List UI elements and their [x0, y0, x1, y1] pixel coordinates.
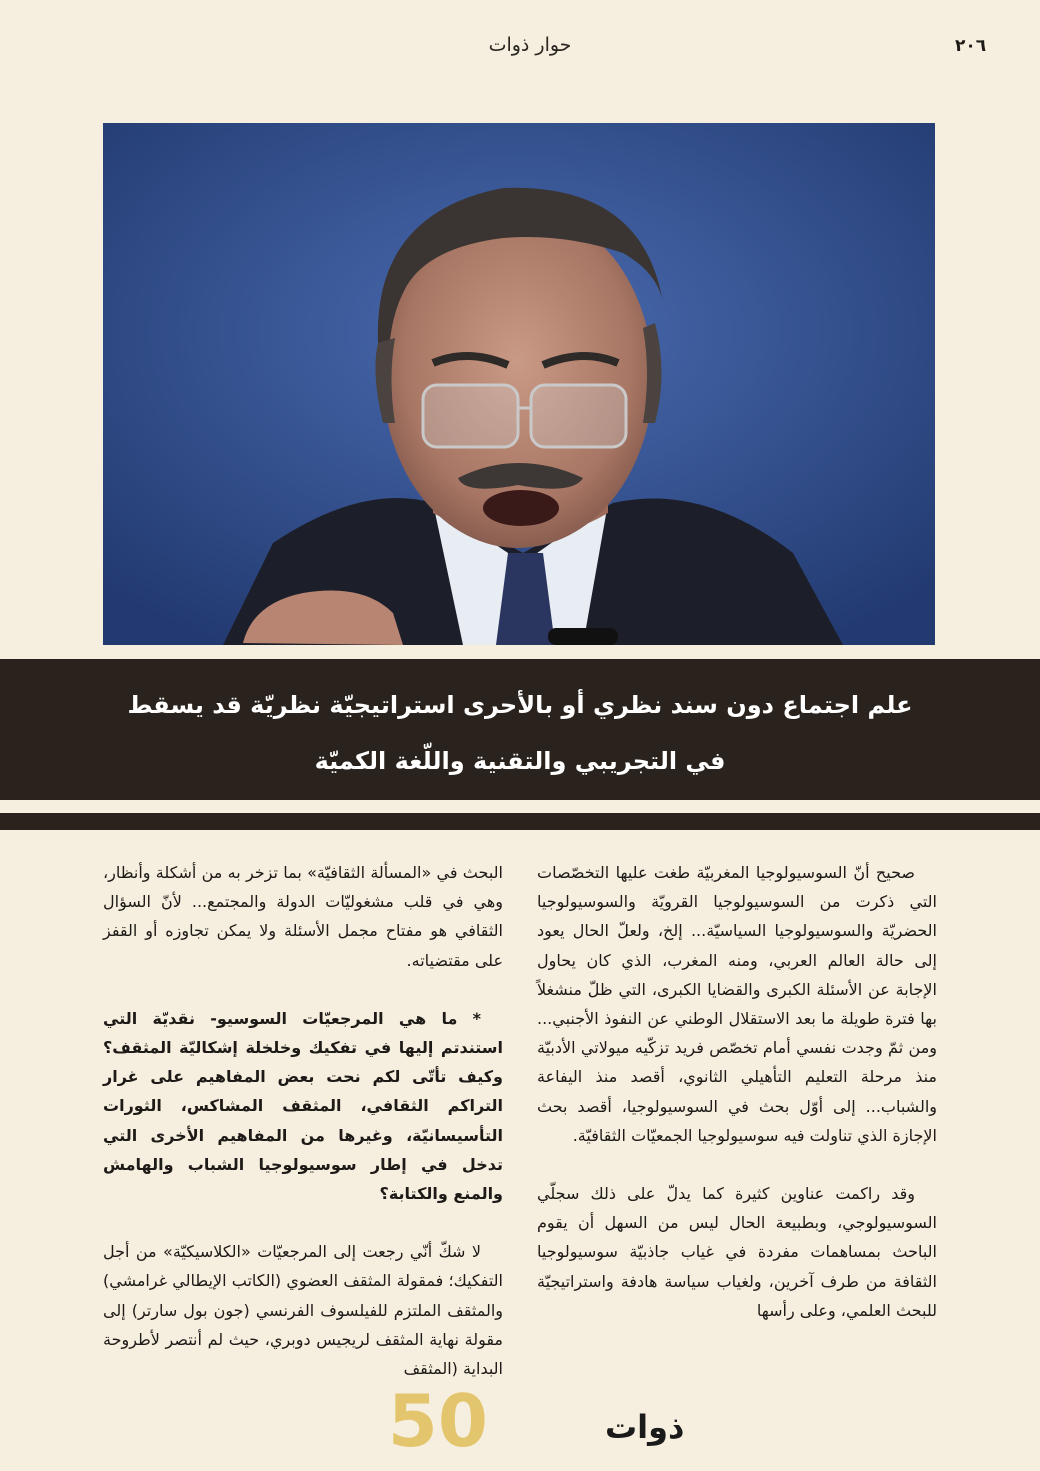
left-text-column: [103, 858, 503, 1383]
banner-stripe: [0, 800, 1040, 813]
portrait-photo: [103, 123, 935, 645]
pull-quote-line-1: علم اجتماع دون سند نظري أو بالأحرى استراتيجيّة نظريّة قد يسقط: [127, 691, 913, 719]
logo-text: ذوات: [605, 1408, 685, 1446]
dhawat-logo: [387, 1376, 685, 1466]
interview-question: * ما هي المرجعيّات السوسيو- نقديّة التي استندتم إليها في تفكيك وخلخلة إشكاليّة المثقف؟ وكيف تأتّى لكم نحت بعض المفاهيم على غرار التراكم الثقافي، المثقف المشاكس، الثورات التأسيسانيّة، وغيرها من المفاهيم الأخرى التي تدخل في إطار سوسيولوجيا الشباب والهامش والمنع والكتابة؟: [103, 1008, 503, 1204]
page-number: ٢٠٦: [955, 36, 987, 56]
pull-quote-banner: [0, 659, 1040, 830]
running-header: حوار ذوات: [488, 34, 572, 56]
logo-number: 50: [387, 1379, 488, 1463]
paragraph: لا شكّ أنّي رجعت إلى المرجعيّات «الكلاسيكيّة» من أجل التفكيك؛ فمقولة المثقف العضوي (الكاتب الإيطالي غرامشي) والمثقف الملتزم للفيلسوف الفرنسي (جون بول سارتر) إلى مقولة نهاية المثقف لريجيس دوبري، حيث لم أنتصر لأطروحة البداية (المثقف: [103, 1242, 503, 1379]
logo-mark: [387, 1376, 685, 1466]
portrait-illustration: [103, 123, 935, 645]
pull-quote-line-2: في التجريبي والتقنية واللّغة الكميّة: [314, 747, 726, 775]
right-text-column: [537, 858, 937, 1325]
pull-quote: [60, 677, 980, 789]
paragraph: وقد راكمت عناوين كثيرة كما يدلّ على ذلك سجلّي السوسيولوجي، وبطبيعة الحال ليس من السهل أن يقوم الباحث بمساهمات مفردة في غياب جاذبيّة سوسيولوجيا الثقافة من طرف آخرين، ولغياب سياسة هادفة واستراتيجيّة للبحث العلمي، وعلى رأسها: [537, 1184, 937, 1320]
paragraph: صحيح أنّ السوسيولوجيا المغربيّة طغت عليها التخصّصات التي ذكرت من السوسيولوجيا القرويّة والسوسيولوجيا الحضريّة والسوسيولوجيا السياسيّة... إلخ، ولعلّ الحال يعود إلى حالة العالم العربي، ومنه المغرب، الذي كان يحاول الإجابة عن الأسئلة الكبرى والقضايا الكبرى، التي ظلّ منشغلاً بها فترة طويلة ما بعد الاستقلال الوطني عن النفوذ الأجنبي... ومن ثمّ وجدت نفسي أمام تخصّص فريد تزكّيه ميولاتي الأدبيّة منذ مرحلة التعليم التأهيلي الثانوي، أقصد منذ اليفاعة والشباب... إلى أوّل بحث في السوسيولوجيا، أقصد بحث الإجازة الذي تناولت فيه سوسيولوجيا الجمعيّات الثقافيّة.: [537, 863, 937, 1145]
paragraph: البحث في «المسألة الثقافيّة» بما تزخر به من أشكلة وأنظار، وهي في قلب مشغوليّات الدولة والمجتمع... لأنّ السؤال الثقافي هو مفتاح مجمل الأسئلة ولا يمكن تجاوزه أو القفز على مقتضياته.: [103, 863, 503, 970]
